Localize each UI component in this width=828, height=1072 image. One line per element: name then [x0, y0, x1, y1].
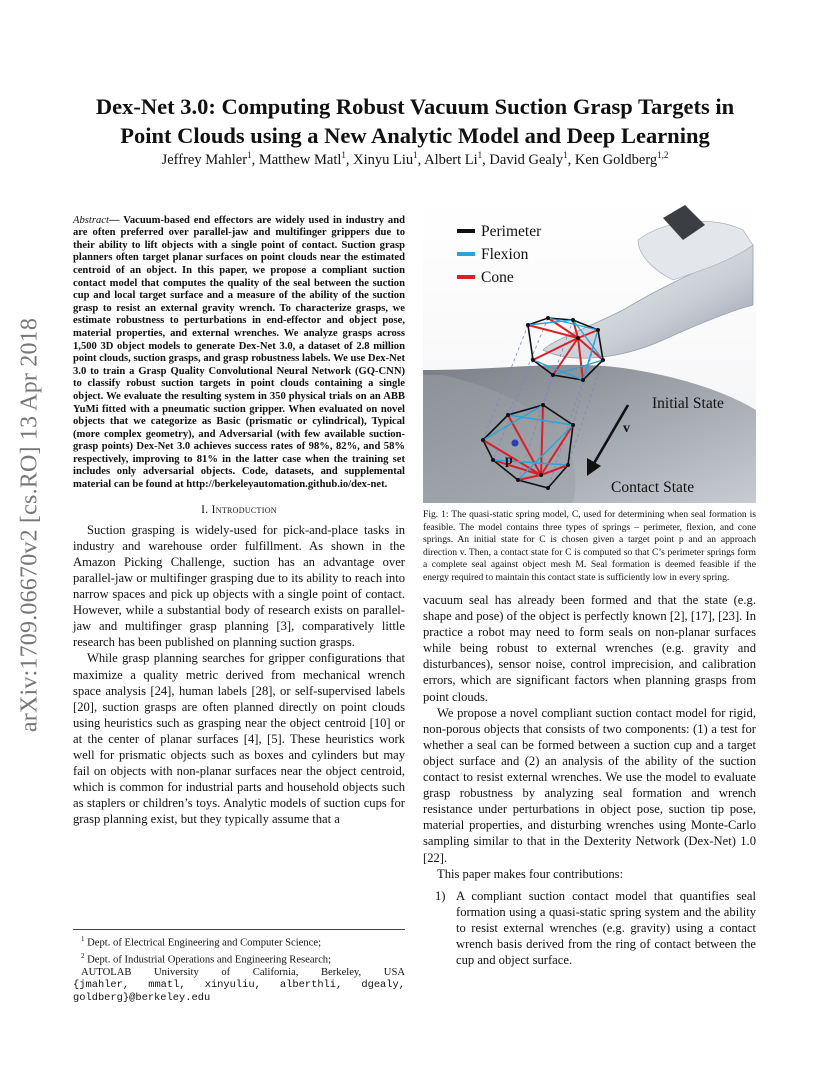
author-list: Jeffrey Mahler$^1$, Matthew Matl$^1$, Xinyu Liu$^1$, Albert Li$^1$, David Gealy$^1$, Ken Goldberg$^{1,2}$	[161, 150, 669, 168]
abstract	[73, 215, 405, 492]
abstract-lead: Abstract	[73, 214, 109, 226]
figure-caption: Fig. 1: The quasi-static spring model, C, used for determining when seal formation is feasible. The model contains three types of springs – perimeter, flexion, and cone springs. An initial state for C is chosen given a target point p and an approach direction v. Then, a contact state for C is computed so that C’s perimeter springs form a complete seal against object mesh M. Seal formation is deemed feasible if the energy required to maintain this contact state is sufficiently low in every spring.	[423, 509, 756, 583]
author: David Gealy$^1$	[489, 150, 568, 168]
right-paragraph-3: This paper makes four contributions:	[437, 866, 624, 881]
contribution-text: A compliant suction contact model that quantifies seal formation using a quasi-static spring system and the ability to resist external wrenches (e.g. gravity) using a contact wrench basis derived from the ring of contact between the cup and object surface.	[456, 888, 756, 968]
right-paragraph-2: We propose a novel compliant suction contact model for rigid, non-porous objects that consists of two components: (1) a test for whether a seal can be formed between a suction cup and a target object surface and (2) an analysis of the ability of the suction contact to resist external wrenches. We use the model to evaluate grasp robustness by analyzing seal formation and wrench resistance under perturbations in object pose, suction tip pose, material properties, and disturbing wrenches using Monte-Carlo sampling similar to that in the Dexterity Network (Dex-Net) 1.0 [22].	[423, 705, 756, 865]
label-initial-state: Initial State	[652, 395, 724, 412]
author: Albert Li$^1$	[424, 150, 483, 168]
label-target-point: p	[505, 453, 513, 468]
intro-paragraph-1: Suction grasping is widely-used for pick-and-place tasks in industry and warehouse order fulfillment. As shown in the Amazon Picking Challenge, suction has an advantage over parallel-jaw or multifinger grasping due to its ability to reach into narrow spaces and pick up objects with a single point of contact. However, while a substantial body of research exists on parallel-jaw and multifinger grasp planning [3], comparatively little research has been published on planning suction grasps.	[73, 522, 405, 650]
label-approach-vector: v	[623, 421, 630, 436]
arxiv-identifier	[10, 290, 50, 760]
legend-label-perimeter: Perimeter	[481, 223, 542, 240]
footnote-2: $^2$ Dept. of Industrial Operations and Engineering Research;	[81, 951, 332, 966]
paper-title	[60, 92, 770, 150]
section-title: Introduction	[211, 503, 277, 516]
target-point	[512, 440, 519, 447]
title-line-1: Dex-Net 3.0: Computing Robust Vacuum Suction Grasp Targets in	[95, 94, 735, 119]
contribution-list	[423, 888, 756, 968]
section-heading-introduction: I. Introduction	[201, 503, 277, 516]
legend-label-cone: Cone	[481, 269, 514, 286]
author: Xinyu Liu$^1$	[353, 150, 418, 168]
contribution-number: 1)	[435, 888, 446, 903]
spring-model-illustration	[423, 200, 756, 503]
title-line-2: Point Clouds using a New Analytic Model and Deep Learning	[120, 123, 710, 148]
left-column	[73, 204, 405, 827]
author: Matthew Matl$^1$	[258, 150, 346, 168]
author: Jeffrey Mahler$^1$	[161, 150, 252, 168]
contribution-item	[423, 888, 756, 968]
footnote-emails: {jmahler, mmatl, xinyuliu, alberthli, dgealy, goldberg}@berkeley.edu	[73, 979, 405, 1005]
right-paragraph-1: vacuum seal has already been formed and that the state (e.g. shape and pose) of the object is perfectly known [2], [17], [23]. In practice a robot may need to form seals on non-planar surfaces while being robust to external wrenches (e.g. gravity and disturbances), sensor noise, control imprecision, and calibration errors, which are significant factors when planning grasps from point clouds.	[423, 593, 756, 704]
abstract-text: — Vacuum-based end effectors are widely used in industry and are often preferred over parallel-jaw and multifinger grippers due to their ability to lift objects with a single point of contact. Suction grasp planners often target planar surfaces on point clouds near the estimated centroid of an object. In this paper, we propose a compliant suction contact model that computes the quality of the seal between the suction cup and local target surface and a measure of the ability of the suction grasp to resist an external gravity wrench. To characterize grasps, we estimate robustness to perturbations in end-effector and object pose, material properties, and external wrenches. We analyze grasps across 1,500 3D object models to generate Dex-Net 3.0, a dataset of 2.8 million point clouds, suction grasps, and grasp robustness labels. We use Dex-Net 3.0 to train a Grasp Quality Convolutional Neural Network (GQ-CNN) to classify robust suction targets in point clouds containing a single object. We evaluate the resulting system in 350 physical trials on an ABB YuMi fitted with a pneumatic suction gripper. When evaluated on novel objects that we categorize as Basic (prismatic or cylindrical), Typical (more complex geometry), and Adversarial (with few available suction-grasp points) Dex-Net 3.0 achieves success rates of 98%, 82%, and 58% respectively, improving to 81% in the latter case when the training set includes only adversarial objects. Code, datasets, and supplemental material can be found at http://berkeleyautomation.github.io/dex-net.	[73, 214, 405, 491]
label-contact-state: Contact State	[611, 479, 695, 496]
legend-label-flexion: Flexion	[481, 246, 529, 263]
intro-paragraph-2: While grasp planning searches for gripper configurations that maximize a quality metric derived from mechanical wrench space analysis [24], human labels [28], or self-supervised labels [20], suction grasps are often planned directly on point clouds using heuristics such as grasping near the object centroid [10] or at the center of planar surfaces [4], [5]. These heuristics work well for prismatic objects such as boxes and cylinders but may fail on objects with non-planar surfaces near the object centroid, which is common for industrial parts and household objects such as staplers or children’s toys. Analytic models of suction cups for grasp planning exist, but they typically assume that a	[73, 651, 405, 827]
author: Ken Goldberg$^{1,2}$	[574, 150, 669, 168]
footnote-3: AUTOLAB University of California, Berkeley, USA	[81, 967, 405, 979]
right-column	[423, 200, 756, 968]
footnote-1: $^1$ Dept. of Electrical Engineering and Computer Science;	[81, 935, 322, 949]
arxiv-identifier-text: arXiv:1709.06670v2 [cs.RO] 13 Apr 2018	[16, 317, 43, 733]
figure-1	[423, 200, 756, 503]
footnotes	[73, 929, 405, 1005]
